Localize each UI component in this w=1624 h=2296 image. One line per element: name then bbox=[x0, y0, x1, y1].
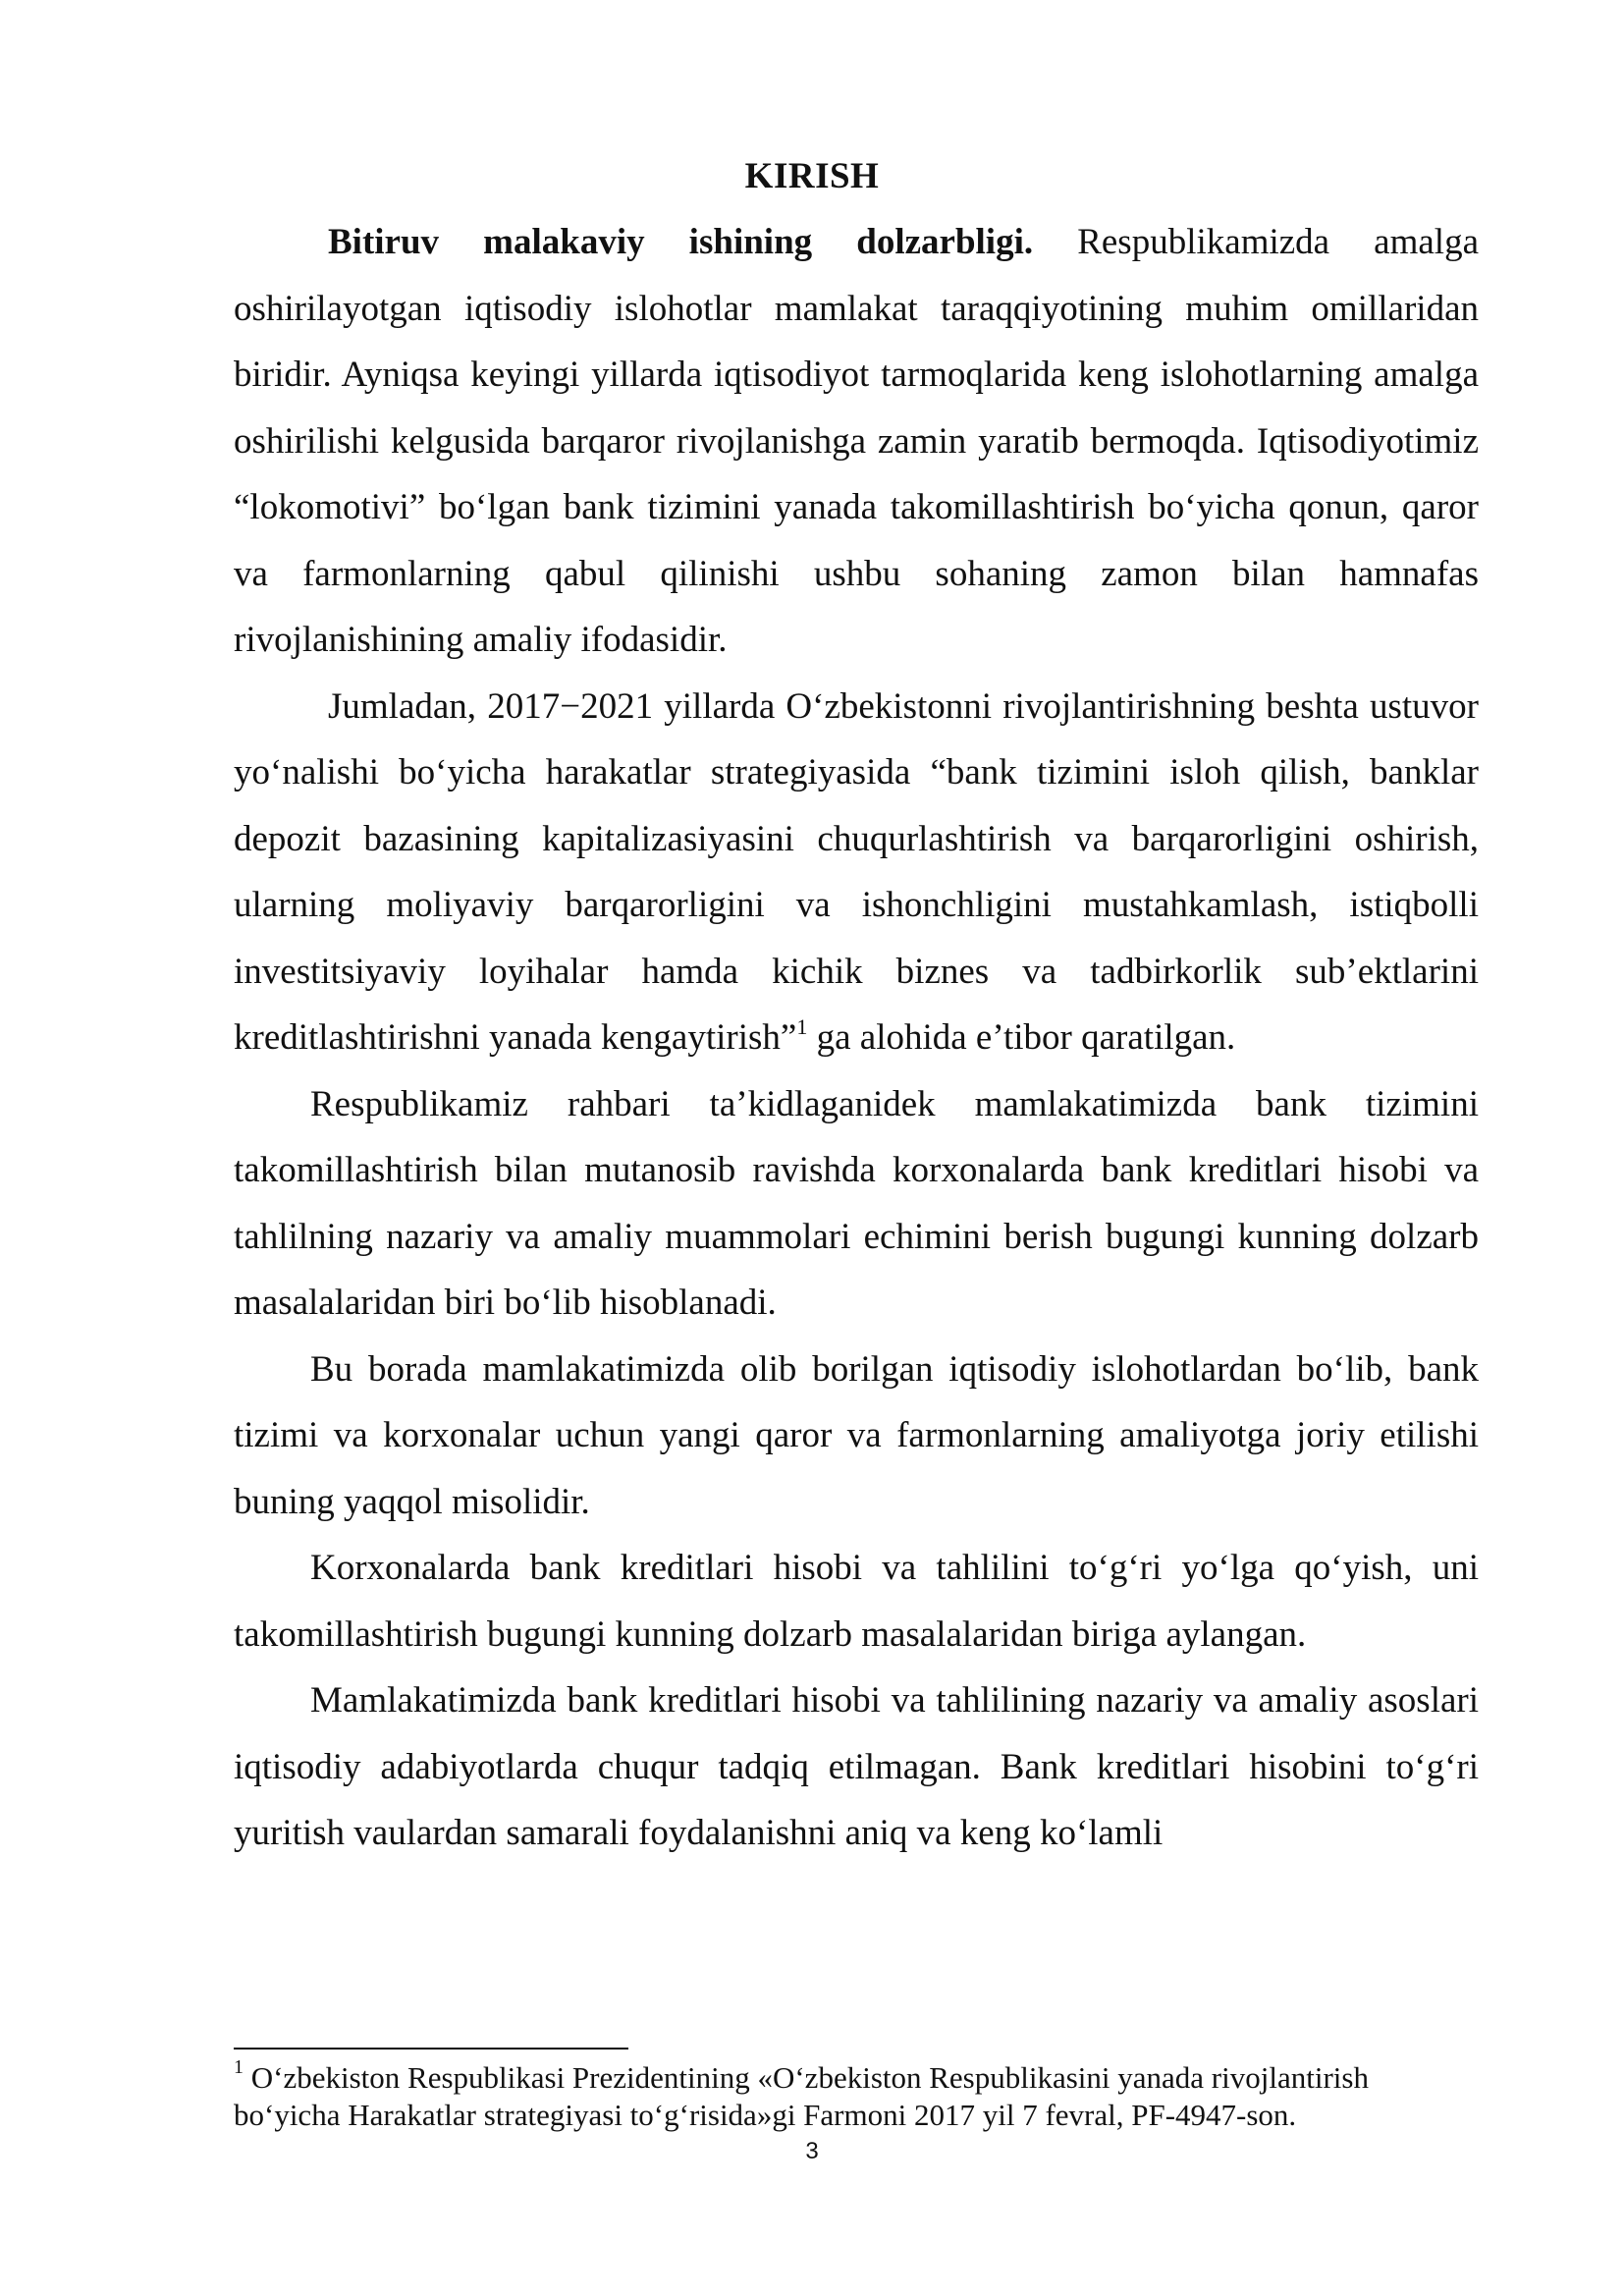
paragraph-text: Jumladan, 2017−2021 yillarda O‘zbekistonni rivojlantirishning beshta ustuvor yo‘nalishi bo‘yicha harakatlar strategiyasida “bank tizimini isloh qilish, banklar depozit bazasining kapitalizasiyasini chuqurlashtirish va barqarorligini oshirish, ularning moliyaviy barqarorligini va ishonchligini mustahkamlash, istiqbolli investitsiyaviy loyihalar hamda kichik biznes va tadbirkorlik sub’ektlarini kreditlashtirishni yanada kengaytirish” bbox=[234, 685, 1479, 1058]
paragraph-reforms bbox=[234, 1337, 1479, 1536]
page-number: 3 bbox=[805, 2138, 819, 2164]
paragraph-lead-bold: Bitiruv malakaviy ishining dolzarbligi. bbox=[328, 222, 1034, 262]
paragraph-text: Mamlakatimizda bank kreditlari hisobi va tahlilining nazariy va amaliy asoslari iqtisodiy adabiyotlarda chuqur tadqiq etilmagan. Bank kreditlari hisobini to‘g‘ri yuritish vaulardan samarali foydalanishni aniq va keng ko‘lamli bbox=[234, 1680, 1479, 1853]
paragraph-text: Korxonalarda bank kreditlari hisobi va tahlilini to‘g‘ri yo‘lga qo‘yish, uni takomillashtirish bugungi kunning dolzarb masalalaridan biriga aylangan. bbox=[234, 1548, 1479, 1655]
footnote-separator bbox=[234, 2048, 628, 2050]
paragraph-text: ga alohida e’tibor qaratilgan. bbox=[807, 1017, 1236, 1058]
paragraph-text: Respublikamiz rahbari ta’kidlaganidek mamlakatimizda bank tizimini takomillashtirish bilan mutanosib ravishda korxonalarda bank kreditlari hisobi va tahlilning nazariy va amaliy muammolari echimini berish bugungi kunning dolzarb masalalaridan biri bo‘lib hisoblanadi. bbox=[234, 1083, 1479, 1323]
paragraph-enterprises bbox=[234, 1535, 1479, 1667]
paragraph-strategy bbox=[234, 674, 1479, 1071]
footnote-reference[interactable]: 1 bbox=[796, 1013, 808, 1039]
footnote-marker: 1 bbox=[234, 2055, 244, 2078]
section-title: KIRISH bbox=[744, 156, 880, 196]
paragraph-relevance bbox=[234, 209, 1479, 674]
paragraph-research bbox=[234, 1667, 1479, 1867]
body-text bbox=[234, 209, 1479, 1867]
footnote-text: O‘zbekiston Respublikasi Prezidentining «O‘zbekiston Respublikasini yanada rivojlantirish bo‘yicha Harakatlar strategiyasi to‘g‘risida»gi Farmoni 2017 yil 7 fevral, PF-4947-son. bbox=[234, 2060, 1369, 2132]
paragraph-text: Respublikamizda amalga oshirilayotgan iqtisodiy islohotlar mamlakat taraqqiyotining muhim omillaridan biridir. Ayniqsa keyingi yillarda iqtisodiyot tarmoqlarida keng islohotlarning amalga oshirilishi kelgusida barqaror rivojlanishga zamin yaratib bermoqda. Iqtisodiyotimiz “lokomotivi” bo‘lgan bank tizimini yanada takomillashtirish bo‘yicha qonun, qaror va farmonlarning qabul qilinishi ushbu sohaning zamon bilan hamnafas rivojlanishining amaliy ifodasidir. bbox=[234, 222, 1480, 660]
footnote bbox=[234, 2055, 1479, 2134]
paragraph-president bbox=[234, 1071, 1479, 1337]
paragraph-text: Bu borada mamlakatimizda olib borilgan iqtisodiy islohotlardan bo‘lib, bank tizimi va korxonalar uchun yangi qaror va farmonlarning amaliyotga joriy etilishi buning yaqqol misolidir. bbox=[234, 1348, 1479, 1522]
